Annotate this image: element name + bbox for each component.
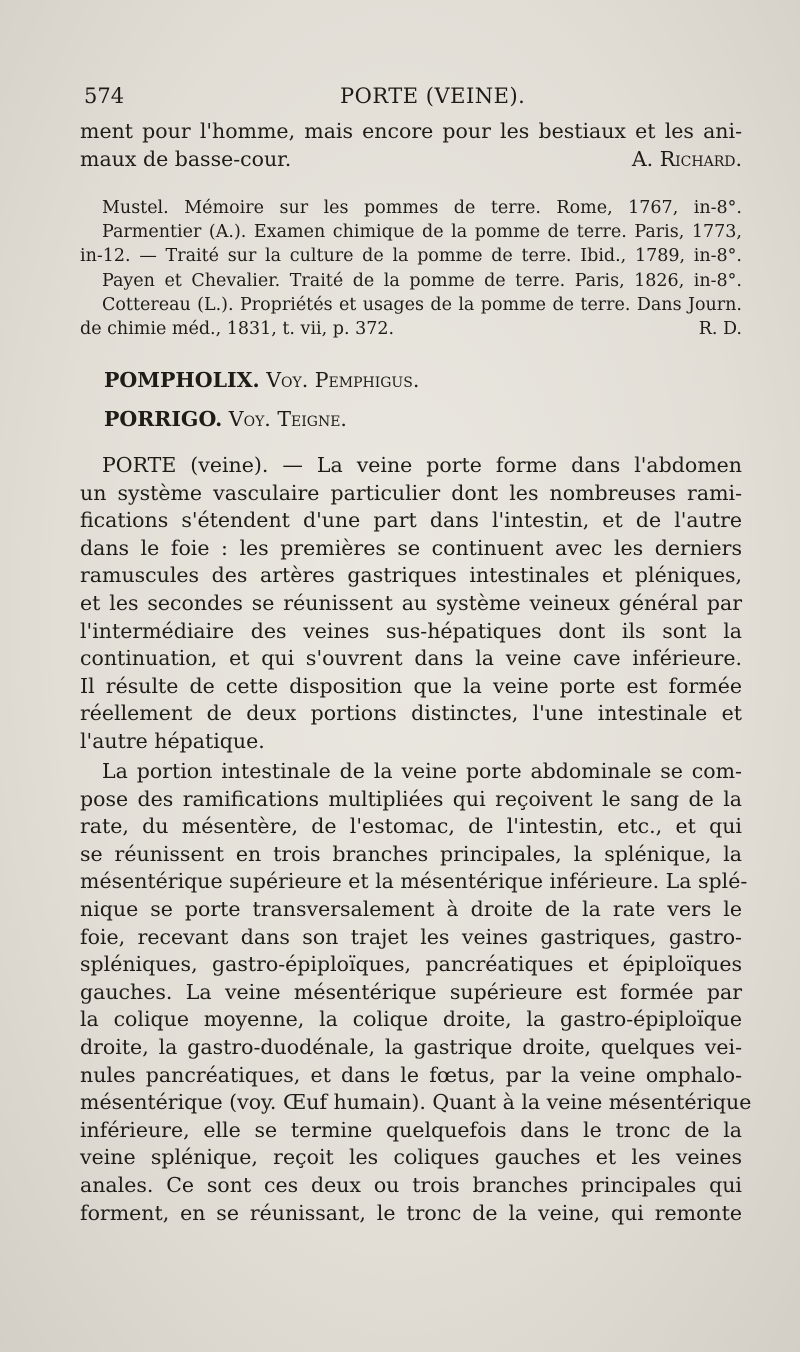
text-line: nique se porte transversalement à droite de la rate vers le (80, 896, 742, 921)
entry-term: PORRIGO. (104, 407, 223, 431)
page-header (84, 84, 746, 114)
biblio-signature: R. D. (698, 319, 742, 339)
text-line: la colique moyenne, la colique droite, la gastro-épiploïque (80, 1007, 742, 1032)
entry-term: POMPHOLIX. (104, 368, 260, 392)
entry-reference: Voy. Pemphigus. (266, 368, 420, 392)
biblio-line: Parmentier (A.). Examen chimique de la pomme de terre. Paris, 1773, (102, 222, 742, 243)
biblio-line: in-12. — Traité sur la culture de la pomme de terre. Ibid., 1789, in-8°. (80, 246, 742, 267)
text-line: droite, la gastro-duodénale, la gastrique droite, quelques vei- (80, 1034, 742, 1059)
text-line: forment, en se réunissant, le tronc de la veine, qui remonte (80, 1200, 742, 1225)
entry-porrigo (104, 405, 347, 433)
text-line: fications s'étendent d'une part dans l'intestin, et de l'autre (80, 508, 742, 533)
text-line: maux de basse-cour. (80, 146, 292, 171)
text-line: et les secondes se réunissent au système veineux général par (80, 590, 742, 615)
page-number: 574 (84, 84, 125, 108)
text-line: spléniques, gastro-épiploïques, pancréatiques et épiploïques (80, 952, 742, 977)
author-signature: A. Richard. (631, 147, 742, 171)
text-line: ramuscules des artères gastriques intestinales et pléniques, (80, 563, 742, 588)
text-line: PORTE (veine). — La veine porte forme dans l'abdomen (102, 453, 742, 477)
text-line: rate, du mésentère, de l'estomac, de l'intestin, etc., et qui (80, 814, 742, 839)
text-line: gauches. La veine mésentérique supérieure est formée par (80, 979, 742, 1004)
text-line: inférieure, elle se termine quelquefois dans le tronc de la (80, 1117, 742, 1142)
article-paragraph-1 (80, 452, 742, 756)
text-line: mésentérique (voy. Œuf humain). Quant à la veine mésentérique (80, 1090, 752, 1115)
text-line: l'intermédiaire des veines sus-hépatiques dont ils sont la (80, 618, 742, 643)
text-line: La portion intestinale de la veine porte abdominale se com- (102, 759, 742, 783)
entry-pompholix (104, 366, 419, 394)
text-line: anales. Ce sont ces deux ou trois branches principales qui (80, 1172, 742, 1197)
biblio-line: Mustel. Mémoire sur les pommes de terre. Rome, 1767, in-8°. (102, 198, 742, 218)
text-line: dans le foie : les premières se continuent avec les derniers (80, 535, 742, 560)
text-line: pose des ramifications multipliées qui reçoivent le sang de la (80, 786, 742, 811)
biblio-line: de chimie méd., 1831, t. vii, p. 372. (80, 318, 395, 339)
text-line: un système vasculaire particulier dont les nombreuses rami- (80, 480, 742, 505)
text-line: réellement de deux portions distinctes, l'une intestinale et (80, 701, 742, 726)
text-line: Il résulte de cette disposition que la veine porte est formée (80, 673, 742, 698)
biblio-line: Payen et Chevalier. Traité de la pomme de terre. Paris, 1826, in-8°. (102, 270, 742, 291)
biblio-signature-block (80, 317, 742, 341)
text-line: l'autre hépatique. (80, 728, 265, 753)
text-line: ment pour l'homme, mais encore pour les bestiaux et les ani- (80, 119, 742, 143)
text-line: veine splénique, reçoit les coliques gauches et les veines (80, 1145, 742, 1170)
text-line: mésentérique supérieure et la mésentérique inférieure. La splé- (80, 869, 748, 894)
text-line: continuation, et qui s'ouvrent dans la veine cave inférieure. (80, 646, 742, 671)
author-signature-block (80, 146, 742, 174)
entry-reference: Voy. Teigne. (228, 407, 347, 431)
biblio-line: Cottereau (L.). Propriétés et usages de la pomme de terre. Dans Journ. (102, 294, 742, 315)
running-title: PORTE (VEINE). (340, 84, 526, 108)
text-line: se réunissent en trois branches principales, la splénique, la (80, 841, 742, 866)
article-paragraph-2 (80, 758, 752, 1227)
text-line: nules pancréatiques, et dans le fœtus, par la veine omphalo- (80, 1062, 742, 1087)
text-line: foie, recevant dans son trajet les veines gastriques, gastro- (80, 924, 742, 949)
